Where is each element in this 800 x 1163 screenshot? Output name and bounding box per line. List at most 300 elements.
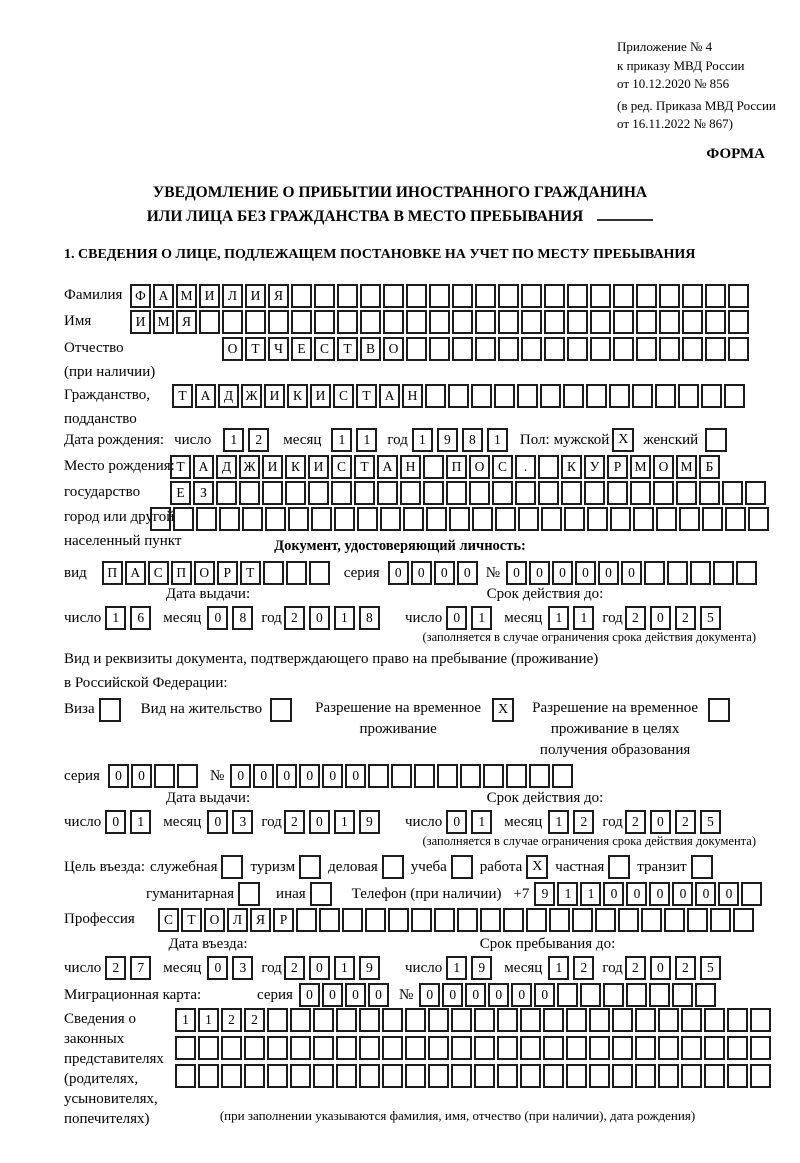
char-cell[interactable] [750,1036,771,1060]
char-cell[interactable] [748,507,769,531]
char-cell[interactable] [199,310,220,334]
char-cell[interactable] [198,1036,219,1060]
char-cell[interactable] [469,481,490,505]
char-cell[interactable]: 2 [675,606,696,630]
char-cell[interactable]: И [310,384,331,408]
char-cell[interactable] [538,455,559,479]
char-cell[interactable]: Т [170,455,191,479]
char-cell[interactable] [584,481,605,505]
char-cell[interactable]: П [446,455,467,479]
char-cell[interactable] [262,481,283,505]
char-cell[interactable]: 1 [580,882,601,906]
char-cell[interactable]: 0 [309,606,330,630]
char-cell[interactable] [221,1064,242,1088]
char-cell[interactable] [750,1064,771,1088]
char-cell[interactable] [728,337,749,361]
char-cell[interactable] [446,481,467,505]
char-cell[interactable]: 0 [345,983,366,1007]
char-cell[interactable] [336,1064,357,1088]
char-cell[interactable]: Я [176,310,197,334]
char-cell[interactable] [448,384,469,408]
char-cell[interactable] [475,310,496,334]
char-cell[interactable]: 1 [334,810,355,834]
char-cell[interactable]: 2 [675,956,696,980]
char-cell[interactable] [286,561,307,585]
char-cell[interactable] [198,1064,219,1088]
char-cell[interactable] [520,1036,541,1060]
char-cell[interactable]: О [469,455,490,479]
char-cell[interactable] [641,908,662,932]
char-cell[interactable]: Т [354,455,375,479]
char-cell[interactable] [177,764,198,788]
char-cell[interactable]: Л [227,908,248,932]
char-cell[interactable]: 5 [700,956,721,980]
char-cell[interactable] [290,1036,311,1060]
char-cell[interactable] [610,507,631,531]
char-cell[interactable]: А [379,384,400,408]
char-cell[interactable] [451,1036,472,1060]
char-cell[interactable] [497,1064,518,1088]
char-cell[interactable] [354,481,375,505]
char-cell[interactable]: 5 [700,606,721,630]
char-cell[interactable] [452,284,473,308]
char-cell[interactable]: 1 [175,1008,196,1032]
char-cell[interactable] [549,908,570,932]
char-cell[interactable]: 0 [488,983,509,1007]
char-cell[interactable] [495,507,516,531]
char-cell[interactable]: 0 [650,810,671,834]
char-cell[interactable] [636,284,657,308]
char-cell[interactable]: Е [170,481,191,505]
char-cell[interactable] [360,310,381,334]
char-cell[interactable] [526,908,547,932]
char-cell[interactable] [405,1036,426,1060]
char-cell[interactable] [406,284,427,308]
char-cell[interactable]: С [314,337,335,361]
char-cell[interactable] [437,764,458,788]
char-cell[interactable]: З [193,481,214,505]
char-cell[interactable] [722,481,743,505]
char-cell[interactable]: 1 [471,810,492,834]
char-cell[interactable]: 0 [529,561,550,585]
char-cell[interactable] [630,481,651,505]
char-cell[interactable]: 0 [108,764,129,788]
char-cell[interactable] [357,507,378,531]
char-cell[interactable] [288,507,309,531]
char-cell[interactable] [658,1008,679,1032]
char-cell[interactable]: Т [181,908,202,932]
char-cell[interactable] [336,1036,357,1060]
char-cell[interactable]: Ч [268,337,289,361]
char-cell[interactable]: О [383,337,404,361]
char-cell[interactable] [704,1008,725,1032]
char-cell[interactable]: 0 [276,764,297,788]
char-cell[interactable]: 2 [248,428,269,452]
char-cell[interactable]: 1 [105,606,126,630]
char-cell[interactable] [679,507,700,531]
char-cell[interactable] [452,310,473,334]
char-cell[interactable]: Р [607,455,628,479]
char-cell[interactable]: 2 [244,1008,265,1032]
char-cell[interactable] [451,1064,472,1088]
char-cell[interactable] [506,764,527,788]
char-cell[interactable]: 0 [322,764,343,788]
char-cell[interactable]: 1 [487,428,508,452]
char-cell[interactable] [609,384,630,408]
char-cell[interactable]: 0 [621,561,642,585]
char-cell[interactable] [313,1008,334,1032]
char-cell[interactable] [590,284,611,308]
char-cell[interactable] [566,1036,587,1060]
char-cell[interactable]: И [245,284,266,308]
char-cell[interactable] [544,310,565,334]
char-cell[interactable] [314,284,335,308]
char-cell[interactable]: 1 [412,428,433,452]
char-cell[interactable] [492,481,513,505]
char-cell[interactable]: 1 [446,956,467,980]
char-cell[interactable] [377,481,398,505]
char-cell[interactable] [452,337,473,361]
char-cell[interactable]: О [222,337,243,361]
char-cell[interactable] [474,1064,495,1088]
char-cell[interactable] [480,908,501,932]
char-cell[interactable]: 1 [331,428,352,452]
char-cell[interactable] [635,1064,656,1088]
char-cell[interactable] [518,507,539,531]
char-cell[interactable] [423,481,444,505]
char-cell[interactable] [291,310,312,334]
char-cell[interactable] [196,507,217,531]
char-cell[interactable]: 0 [207,956,228,980]
char-cell[interactable]: М [153,310,174,334]
purpose-transit-checkbox[interactable] [691,855,713,879]
char-cell[interactable] [313,1036,334,1060]
char-cell[interactable]: Н [400,455,421,479]
char-cell[interactable] [222,310,243,334]
char-cell[interactable]: Я [250,908,271,932]
char-cell[interactable] [636,337,657,361]
char-cell[interactable] [635,1008,656,1032]
char-cell[interactable] [382,1064,403,1088]
char-cell[interactable]: О [204,908,225,932]
char-cell[interactable]: 9 [359,956,380,980]
char-cell[interactable] [727,1036,748,1060]
char-cell[interactable]: 0 [105,810,126,834]
char-cell[interactable] [365,908,386,932]
purpose-other-checkbox[interactable] [310,882,332,906]
char-cell[interactable] [701,384,722,408]
char-cell[interactable]: 0 [322,983,343,1007]
char-cell[interactable] [589,1036,610,1060]
char-cell[interactable]: 0 [511,983,532,1007]
char-cell[interactable] [603,983,624,1007]
char-cell[interactable] [428,1036,449,1060]
char-cell[interactable] [682,337,703,361]
char-cell[interactable]: Н [402,384,423,408]
char-cell[interactable] [403,507,424,531]
char-cell[interactable]: 0 [207,810,228,834]
char-cell[interactable] [309,561,330,585]
char-cell[interactable] [613,284,634,308]
char-cell[interactable]: 5 [700,810,721,834]
char-cell[interactable]: 2 [284,606,305,630]
char-cell[interactable]: 8 [359,606,380,630]
char-cell[interactable] [380,507,401,531]
char-cell[interactable] [704,1036,725,1060]
char-cell[interactable] [429,284,450,308]
char-cell[interactable] [704,1064,725,1088]
char-cell[interactable] [400,481,421,505]
char-cell[interactable] [515,481,536,505]
char-cell[interactable]: 3 [232,956,253,980]
char-cell[interactable] [383,284,404,308]
char-cell[interactable]: 0 [603,882,624,906]
char-cell[interactable] [474,1036,495,1060]
char-cell[interactable] [613,310,634,334]
char-cell[interactable]: 2 [284,956,305,980]
char-cell[interactable] [244,1064,265,1088]
char-cell[interactable]: К [285,455,306,479]
char-cell[interactable] [649,983,670,1007]
char-cell[interactable] [681,1064,702,1088]
char-cell[interactable] [690,561,711,585]
char-cell[interactable] [423,455,444,479]
char-cell[interactable] [319,908,340,932]
char-cell[interactable] [291,284,312,308]
char-cell[interactable]: И [262,455,283,479]
char-cell[interactable] [483,764,504,788]
char-cell[interactable] [391,764,412,788]
char-cell[interactable] [672,983,693,1007]
char-cell[interactable]: Б [699,455,720,479]
char-cell[interactable] [382,1036,403,1060]
char-cell[interactable] [150,507,171,531]
char-cell[interactable]: 8 [232,606,253,630]
char-cell[interactable]: 0 [506,561,527,585]
char-cell[interactable]: И [130,310,151,334]
char-cell[interactable]: Е [291,337,312,361]
char-cell[interactable] [498,337,519,361]
temp-residence-checkbox[interactable]: X [492,698,514,722]
char-cell[interactable] [460,764,481,788]
char-cell[interactable] [564,507,585,531]
char-cell[interactable] [451,1008,472,1032]
char-cell[interactable] [529,764,550,788]
char-cell[interactable] [331,481,352,505]
char-cell[interactable] [173,507,194,531]
char-cell[interactable] [359,1036,380,1060]
char-cell[interactable] [521,310,542,334]
char-cell[interactable] [710,908,731,932]
char-cell[interactable] [520,1064,541,1088]
char-cell[interactable] [613,337,634,361]
char-cell[interactable]: 2 [675,810,696,834]
char-cell[interactable] [644,561,665,585]
char-cell[interactable] [705,284,726,308]
char-cell[interactable] [567,310,588,334]
char-cell[interactable] [590,310,611,334]
char-cell[interactable] [472,507,493,531]
char-cell[interactable]: 1 [573,606,594,630]
char-cell[interactable] [475,337,496,361]
char-cell[interactable]: 0 [718,882,739,906]
char-cell[interactable] [296,908,317,932]
purpose-work-checkbox[interactable]: X [526,855,548,879]
char-cell[interactable] [449,507,470,531]
char-cell[interactable] [705,337,726,361]
char-cell[interactable]: 1 [548,956,569,980]
char-cell[interactable]: 9 [437,428,458,452]
char-cell[interactable]: И [264,384,285,408]
char-cell[interactable]: 0 [695,882,716,906]
char-cell[interactable]: 2 [625,606,646,630]
char-cell[interactable] [360,284,381,308]
char-cell[interactable] [342,908,363,932]
char-cell[interactable]: Р [273,908,294,932]
char-cell[interactable] [308,481,329,505]
char-cell[interactable]: Ж [241,384,262,408]
char-cell[interactable] [429,337,450,361]
char-cell[interactable] [219,507,240,531]
char-cell[interactable]: 0 [419,983,440,1007]
char-cell[interactable] [682,310,703,334]
char-cell[interactable] [334,507,355,531]
char-cell[interactable]: 0 [465,983,486,1007]
char-cell[interactable] [586,384,607,408]
char-cell[interactable] [659,337,680,361]
char-cell[interactable] [471,384,492,408]
char-cell[interactable] [285,481,306,505]
char-cell[interactable] [497,1036,518,1060]
char-cell[interactable] [267,1036,288,1060]
char-cell[interactable]: 1 [356,428,377,452]
char-cell[interactable] [682,284,703,308]
char-cell[interactable] [733,908,754,932]
char-cell[interactable] [428,1008,449,1032]
char-cell[interactable] [695,983,716,1007]
char-cell[interactable]: 2 [625,810,646,834]
char-cell[interactable]: 0 [598,561,619,585]
char-cell[interactable]: 9 [471,956,492,980]
char-cell[interactable]: Д [218,384,239,408]
char-cell[interactable] [741,882,762,906]
char-cell[interactable] [406,310,427,334]
char-cell[interactable] [359,1008,380,1032]
char-cell[interactable] [383,310,404,334]
char-cell[interactable]: П [102,561,123,585]
char-cell[interactable] [337,284,358,308]
char-cell[interactable]: Ж [239,455,260,479]
char-cell[interactable] [618,908,639,932]
char-cell[interactable]: А [125,561,146,585]
char-cell[interactable] [589,1008,610,1032]
char-cell[interactable] [538,481,559,505]
char-cell[interactable] [494,384,515,408]
char-cell[interactable] [713,561,734,585]
residence-permit-checkbox[interactable] [270,698,292,722]
char-cell[interactable] [567,284,588,308]
char-cell[interactable]: О [194,561,215,585]
char-cell[interactable]: 1 [471,606,492,630]
char-cell[interactable]: 1 [223,428,244,452]
char-cell[interactable] [154,764,175,788]
char-cell[interactable] [702,507,723,531]
char-cell[interactable] [658,1064,679,1088]
char-cell[interactable]: 1 [557,882,578,906]
char-cell[interactable] [313,1064,334,1088]
char-cell[interactable] [655,384,676,408]
char-cell[interactable]: 2 [625,956,646,980]
char-cell[interactable] [406,337,427,361]
char-cell[interactable]: 1 [548,810,569,834]
char-cell[interactable]: 0 [299,764,320,788]
temp-residence-edu-checkbox[interactable] [708,698,730,722]
char-cell[interactable] [728,310,749,334]
char-cell[interactable]: С [331,455,352,479]
char-cell[interactable]: Т [172,384,193,408]
visa-checkbox[interactable] [99,698,121,722]
char-cell[interactable]: 2 [221,1008,242,1032]
purpose-business-checkbox[interactable] [382,855,404,879]
char-cell[interactable]: М [630,455,651,479]
char-cell[interactable] [678,384,699,408]
char-cell[interactable]: 0 [442,983,463,1007]
sex-male-checkbox[interactable]: X [612,428,634,452]
char-cell[interactable] [612,1036,633,1060]
char-cell[interactable] [590,337,611,361]
char-cell[interactable] [561,481,582,505]
char-cell[interactable] [745,481,766,505]
char-cell[interactable] [425,384,446,408]
char-cell[interactable]: Я [268,284,289,308]
char-cell[interactable] [587,507,608,531]
char-cell[interactable] [541,507,562,531]
char-cell[interactable] [475,284,496,308]
char-cell[interactable] [681,1008,702,1032]
char-cell[interactable] [267,1008,288,1032]
char-cell[interactable]: 3 [232,810,253,834]
char-cell[interactable] [681,1036,702,1060]
char-cell[interactable] [474,1008,495,1032]
char-cell[interactable]: Т [337,337,358,361]
char-cell[interactable]: 0 [649,882,670,906]
char-cell[interactable]: А [153,284,174,308]
char-cell[interactable] [359,1064,380,1088]
char-cell[interactable] [244,1036,265,1060]
char-cell[interactable] [368,764,389,788]
char-cell[interactable]: 0 [650,606,671,630]
char-cell[interactable] [659,284,680,308]
char-cell[interactable] [263,561,284,585]
char-cell[interactable] [429,310,450,334]
sex-female-checkbox[interactable] [705,428,727,452]
char-cell[interactable] [414,764,435,788]
char-cell[interactable]: К [561,455,582,479]
char-cell[interactable]: 0 [575,561,596,585]
char-cell[interactable] [589,1064,610,1088]
char-cell[interactable]: Т [356,384,377,408]
char-cell[interactable] [434,908,455,932]
char-cell[interactable]: 0 [131,764,152,788]
char-cell[interactable] [498,284,519,308]
char-cell[interactable] [405,1064,426,1088]
char-cell[interactable] [543,1036,564,1060]
char-cell[interactable]: Л [222,284,243,308]
char-cell[interactable]: В [360,337,381,361]
char-cell[interactable]: А [195,384,216,408]
char-cell[interactable] [727,1064,748,1088]
char-cell[interactable] [411,908,432,932]
